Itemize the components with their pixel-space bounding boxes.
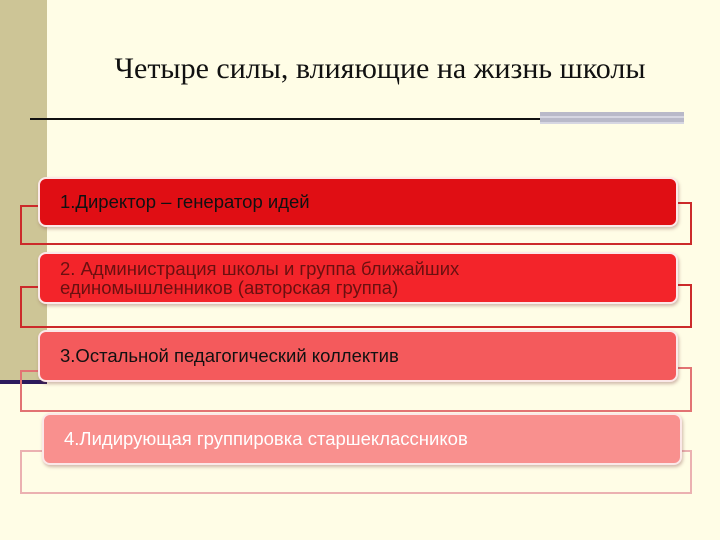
item-1-label: 1.Директор – генератор идей: [60, 191, 310, 213]
item-3-label: 3.Остальной педагогический коллектив: [60, 345, 399, 367]
slide-title: Четыре силы, влияющие на жизнь школы: [114, 52, 646, 85]
title-rule-accent: [540, 112, 684, 124]
item-4-senior-students: [42, 413, 682, 465]
item-2-label: 2. Администрация школы и группа ближайших единомышленников (авторская группа): [60, 257, 460, 298]
item-2-administration: [38, 252, 678, 304]
item-4-label: 4.Лидирующая группировка старшеклассников: [64, 428, 468, 450]
title-rule: [30, 118, 540, 120]
item-1-director: [38, 177, 678, 227]
item-3-teaching-staff: [38, 330, 678, 382]
left-decor-accent: [0, 380, 47, 384]
